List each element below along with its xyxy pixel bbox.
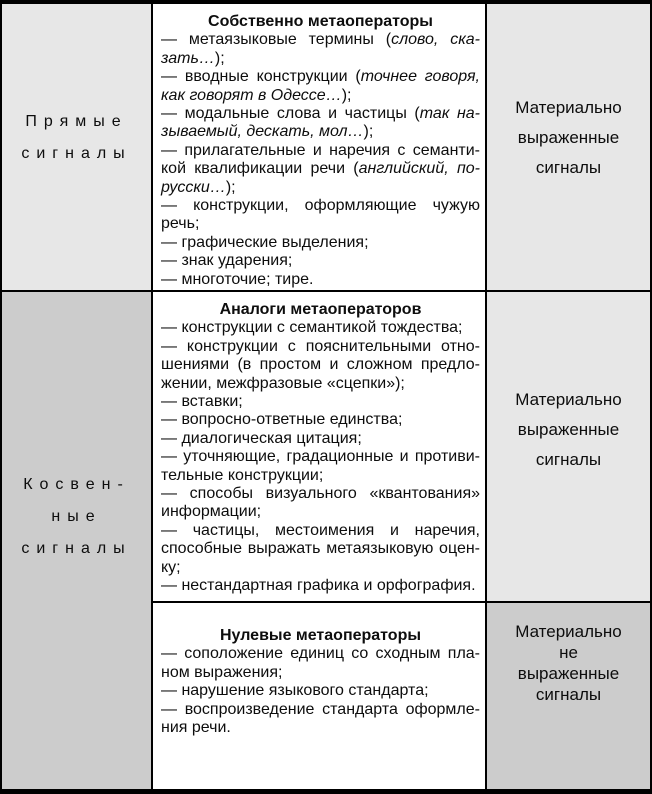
label-line: выраженные [517, 664, 620, 683]
label-line: выраженные [517, 128, 620, 147]
list-item [161, 430, 480, 448]
label-line: Прямые [25, 113, 128, 130]
list-item [161, 393, 480, 411]
label-line: Материально [515, 389, 622, 409]
list-item-text: — уточняющие, градационные и противительные конструкции; [161, 448, 480, 484]
label-line: сигналы [535, 158, 602, 177]
list-item-text: — диалогическая цитация; [161, 429, 362, 447]
section-heading: Нулевые метаоператоры [219, 627, 422, 644]
cell-materially-expressed-2 [487, 292, 650, 601]
section-heading: Аналоги метаоператоров [219, 301, 422, 318]
list-item [161, 197, 480, 234]
list-item-example-italic: точнее говоря, как говорят в Одессе… [161, 68, 481, 104]
label-line: Материально [515, 98, 622, 117]
list-item [161, 252, 480, 270]
list-item [161, 701, 480, 738]
list-item-text: ); [214, 49, 225, 67]
cell-materially-expressed-1 [487, 4, 650, 290]
list-item [161, 319, 480, 337]
list-item-text: ); [225, 178, 236, 196]
list-item [161, 31, 480, 68]
list-item [161, 645, 480, 682]
list-item [161, 448, 480, 485]
list-item [161, 142, 480, 197]
list-item [161, 271, 480, 289]
list-item-text: — метаязыковые термины ( [161, 31, 392, 49]
list-item [161, 522, 480, 577]
list-item-text: — вопросно-ответные единства; [161, 411, 403, 429]
list-item-text: — конструкции с семантикой тождества; [161, 319, 463, 337]
cell-indirect-signals [2, 292, 151, 789]
list-item-text: — частицы, местоимения и наречия, способные выражать метаязыковую оценку; [161, 521, 480, 576]
label-line: Косвен- [23, 475, 130, 493]
list-item-example-italic: слово, сказать… [161, 31, 480, 67]
label-line: сигналы [21, 539, 132, 557]
cell-materially-not-expressed [487, 603, 650, 789]
label-line: сигналы [535, 449, 602, 469]
list-item [161, 411, 480, 429]
list-item [161, 338, 480, 393]
list-item-example-italic: так называемый, дескать, мол… [161, 105, 480, 141]
list-item [161, 105, 480, 142]
cell-zero-metaoperators [153, 603, 485, 789]
list-item-text: — соположение единиц со сходным планом выражения; [161, 645, 480, 681]
list-item [161, 234, 480, 252]
list-item [161, 577, 480, 595]
list-item-text: — графические выделения; [161, 233, 369, 251]
list-item [161, 68, 480, 105]
list-item-text: — многоточие; тире. [161, 270, 314, 288]
list-item-text: — прилагательные и наречия с семантикой квалификации речи ( [161, 141, 480, 178]
label-line: Материально [515, 622, 622, 641]
list-item-text: — вводные конструкции ( [161, 68, 361, 86]
label-line: сигналы [535, 685, 602, 704]
list-item-text: ); [341, 86, 352, 104]
list-item-text: — модальные слова и частицы ( [161, 105, 420, 123]
list-item-example-italic: английский, по-русски… [161, 160, 480, 196]
list-item [161, 485, 480, 522]
list-item-text: — знак ударения; [161, 252, 293, 270]
label-line: ные [51, 507, 102, 525]
cell-analog-metaoperators [153, 292, 485, 601]
list-item-text: — нарушение языкового стандарта; [161, 682, 429, 700]
list-item-text: — воспроизведение стандарта оформления речи. [161, 700, 480, 737]
list-item-text: — конструкции, оформляющие чужую речь; [161, 197, 480, 233]
list-item-text: — нестандартная графика и орфография. [161, 577, 476, 595]
label-line: сигналы [21, 145, 132, 162]
label-line: выраженные [517, 419, 620, 439]
label-line: не [559, 643, 578, 662]
list-item-text: — конструкции с пояснительными отношениями (в простом и сложном предложении, межфразовые «сцепки»); [161, 337, 480, 392]
list-item [161, 682, 480, 700]
cell-proper-metaoperators [153, 4, 485, 290]
list-item-text: — способы визуального «квантования» информации; [161, 485, 480, 521]
list-item-text: — вставки; [161, 393, 243, 411]
section-heading: Собственно метаоператоры [208, 13, 433, 30]
list-item-text: ); [363, 123, 374, 141]
cell-direct-signals [2, 4, 151, 290]
